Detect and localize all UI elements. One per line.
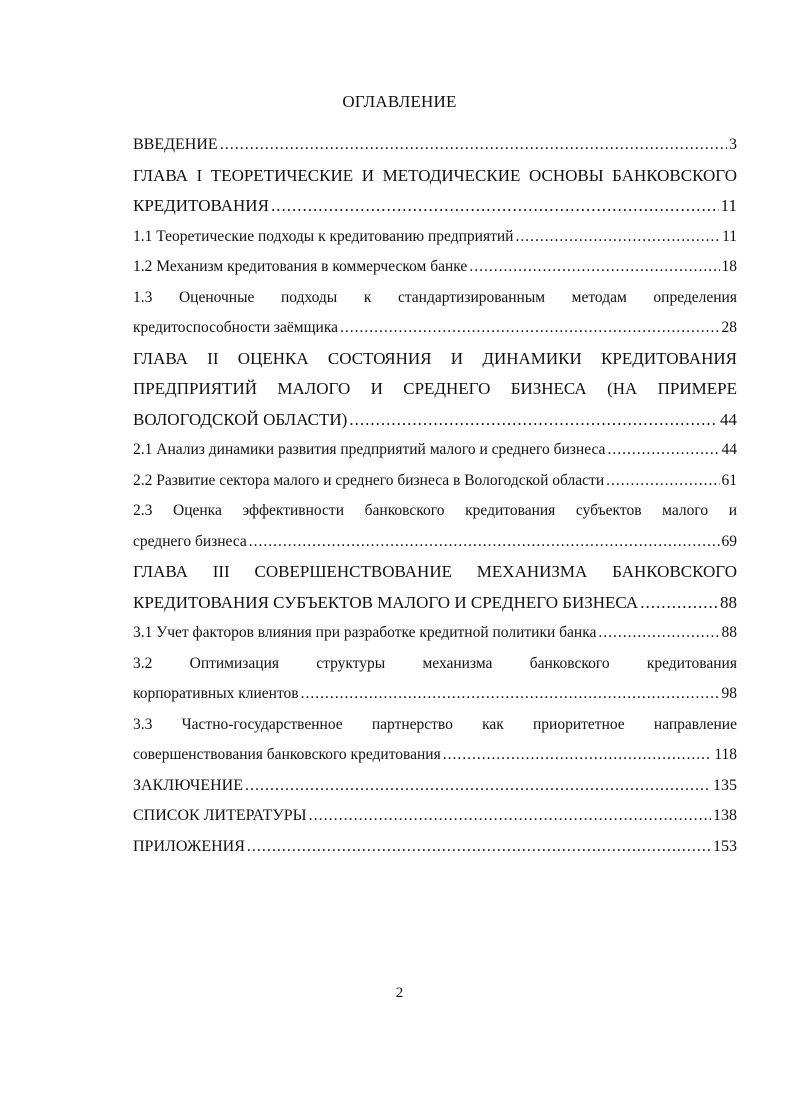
toc-entry-page: 98 [721, 685, 737, 702]
dot-leader [607, 435, 719, 466]
toc-entry-2-3[interactable] [133, 527, 737, 558]
toc-entry-intro[interactable] [133, 130, 737, 161]
toc-entry-label: 3.1 Учет факторов влияния при разработке кредитной политики банка [133, 624, 597, 641]
toc-entry-1-3-line-1[interactable]: 1.3 Оценочные подходы к стандартизированным методам определения [133, 288, 737, 306]
toc-entry-label: 1.2 Механизм кредитования в коммерческом банке [133, 258, 468, 275]
dot-leader [340, 313, 719, 344]
toc-entry-page: 135 [713, 776, 737, 794]
toc-entry-page: 61 [721, 471, 737, 489]
toc-entry-label: среднего бизнеса [133, 532, 247, 550]
toc-entry-3-2[interactable] [133, 679, 737, 710]
toc-entry-label: КРЕДИТОВАНИЯ СУБЪЕКТОВ МАЛОГО И СРЕДНЕГО БИЗНЕСА [133, 592, 639, 612]
toc-entry-3-1[interactable] [133, 618, 737, 649]
toc-entry-3-3[interactable] [133, 740, 737, 771]
dot-leader [249, 527, 720, 558]
toc-entry-page: 88 [721, 624, 737, 641]
dot-leader [245, 771, 711, 802]
toc-entry-page: 138 [713, 807, 737, 824]
toc-entry-label: ЗАКЛЮЧЕНИЕ [133, 776, 243, 794]
toc-entry-label: корпоративных клиентов [133, 685, 299, 702]
toc-entry-appendices[interactable] [133, 832, 737, 863]
toc-entry-label: 2.1 Анализ динамики развития предприятий малого и среднего бизнеса [133, 441, 606, 458]
toc-entry-label: КРЕДИТОВАНИЯ [133, 196, 269, 215]
toc-entry-page: 3 [729, 136, 737, 153]
toc-entry-conclusion[interactable] [133, 771, 737, 802]
toc-entry-page: 11 [720, 196, 737, 215]
toc-chapter-3-line-1[interactable]: ГЛАВА III СОВЕРШЕНСТВОВАНИЕ МЕХАНИЗМА БАНКОВСКОГО [133, 562, 737, 581]
toc-entry-page: 153 [713, 837, 737, 855]
toc-entry-1-3[interactable] [133, 313, 737, 344]
toc-entry-page: 69 [721, 532, 737, 550]
toc-entry-label: ПРИЛОЖЕНИЯ [133, 837, 245, 855]
dot-leader [443, 740, 713, 771]
dot-leader [301, 679, 720, 710]
dot-leader [271, 191, 719, 222]
dot-leader [349, 405, 718, 436]
toc-entry-page: 18 [721, 258, 737, 275]
toc-entry-page: 118 [714, 746, 737, 763]
toc-chapter-2[interactable] [133, 405, 737, 436]
toc-chapter-1[interactable] [133, 191, 737, 222]
toc-entry-3-3-line-1[interactable]: 3.3 Частно-государственное партнерство как приоритетное направление [133, 715, 737, 733]
toc-entry-label: совершенствования банковского кредитования [133, 746, 441, 763]
toc-entry-1-1[interactable] [133, 222, 737, 253]
toc-entry-1-2[interactable] [133, 252, 737, 283]
dot-leader [220, 130, 727, 161]
toc-chapter-2-line-1[interactable]: ГЛАВА II ОЦЕНКА СОСТОЯНИЯ И ДИНАМИКИ КРЕДИТОВАНИЯ [133, 348, 737, 368]
toc-entry-label: кредитоспособности заёмщика [133, 319, 339, 336]
page-number: 2 [395, 985, 404, 1001]
toc-entry-label: ВВЕДЕНИЕ [133, 136, 218, 153]
dot-leader [247, 832, 711, 863]
dot-leader [469, 252, 719, 283]
toc-entry-2-2[interactable] [133, 466, 737, 497]
toc-chapter-1-line-1[interactable]: ГЛАВА I ТЕОРЕТИЧЕСКИЕ И МЕТОДИЧЕСКИЕ ОСНОВЫ БАНКОВСКОГО [133, 165, 737, 185]
toc-entry-label: ВОЛОГОДСКОЙ ОБЛАСТИ) [133, 409, 348, 429]
toc-chapter-3[interactable] [133, 588, 737, 619]
dot-leader [309, 801, 711, 832]
dot-leader [640, 588, 718, 619]
dot-leader [515, 222, 720, 253]
toc-entry-page: 11 [722, 227, 737, 245]
dot-leader [598, 618, 719, 649]
toc-entry-page: 88 [720, 592, 737, 612]
toc-entry-label: СПИСОК ЛИТЕРАТУРЫ [133, 807, 307, 824]
toc-entry-label: 1.1 Теоретические подходы к кредитованию предприятий [133, 227, 514, 245]
table-of-contents [133, 130, 737, 862]
toc-entry-page: 28 [721, 319, 737, 336]
toc-chapter-2-line-2[interactable]: ПРЕДПРИЯТИЙ МАЛОГО И СРЕДНЕГО БИЗНЕСА (НА ПРИМЕРЕ [133, 379, 737, 398]
toc-entry-2-1[interactable] [133, 435, 737, 466]
toc-entry-2-3-line-1[interactable]: 2.3 Оценка эффективности банковского кредитования субъектов малого и [133, 502, 737, 519]
toc-entry-page: 44 [720, 409, 737, 429]
toc-entry-3-2-line-1[interactable]: 3.2 Оптимизация структуры механизма банковского кредитования [133, 654, 737, 672]
dot-leader [606, 466, 719, 497]
toc-entry-page: 44 [721, 441, 737, 458]
toc-entry-references[interactable] [133, 801, 737, 832]
toc-title: ОГЛАВЛЕНИЕ [342, 92, 457, 111]
toc-entry-label: 2.2 Развитие сектора малого и среднего бизнеса в Вологодской области [133, 471, 605, 489]
